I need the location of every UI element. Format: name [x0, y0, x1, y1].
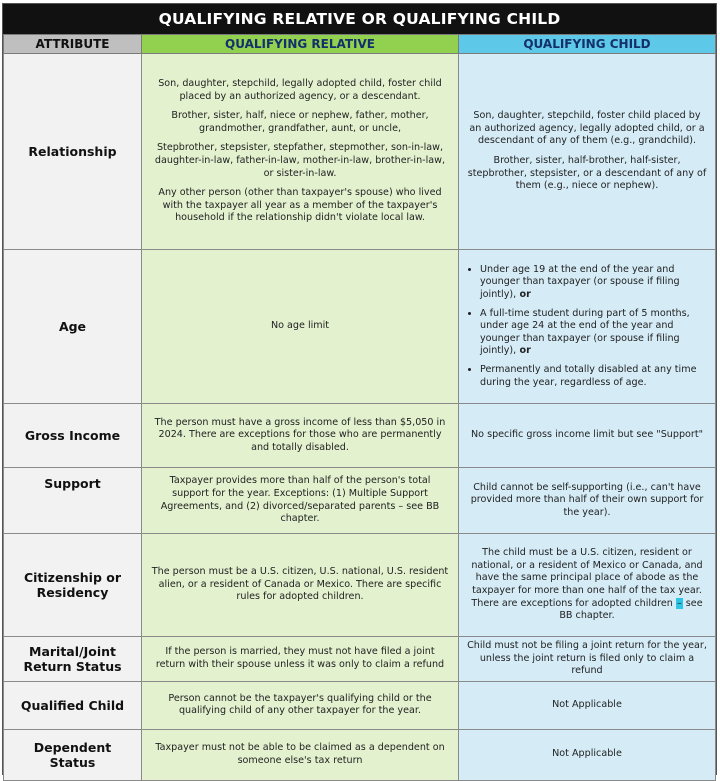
relative-relationship-p4: Any other person (other than taxpayer's spouse) who lived with the taxpayer all year as a member of the taxpayer's household if the relationship didn't violate local law. — [158, 187, 442, 224]
header-qualifying-child: QUALIFYING CHILD — [459, 35, 716, 54]
header-qualifying-relative: QUALIFYING RELATIVE — [142, 35, 459, 54]
comparison-table-container — [2, 3, 717, 775]
attr-citizenship: Citizenship or Residency — [4, 534, 142, 637]
child-dependent: Not Applicable — [459, 729, 716, 780]
header-row — [4, 35, 716, 54]
relative-citizenship: The person must be a U.S. citizen, U.S. national, U.S. resident alien, or a resident of Canada or Mexico. There are specific rules for adopted children. — [142, 534, 459, 637]
attr-qualified-child: Qualified Child — [4, 681, 142, 729]
row-marital — [4, 637, 716, 682]
attr-gross-income: Gross Income — [4, 404, 142, 468]
child-age — [459, 250, 716, 404]
child-support: Child cannot be self-supporting (i.e., can't have provided more than half of their own support for the year). — [459, 468, 716, 534]
child-relationship-p1: Son, daughter, stepchild, foster child placed by an authorized agency, legally adopted child, or a descendant of any of them (e.g., grandchild). — [469, 110, 705, 147]
relative-dependent: Taxpayer must not be able to be claimed as a dependent on someone else's tax return — [142, 729, 459, 780]
relative-qualified-child: Person cannot be the taxpayer's qualifying child or the qualifying child of any other taxpayer for the year. — [142, 681, 459, 729]
relative-relationship — [142, 54, 459, 250]
attr-marital: Marital/Joint Return Status — [4, 637, 142, 682]
list-item: • Permanently and totally disabled at any time during the year, regardless of age. — [480, 364, 707, 389]
attr-dependent: Dependent Status — [4, 729, 142, 780]
row-age — [4, 250, 716, 404]
relative-support: Taxpayer provides more than half of the person's total support for the year. Exceptions: (1) Multiple Support Agreements, and (2) divorced/separated parents – see BB chapter. — [142, 468, 459, 534]
list-item: • Under age 19 at the end of the year and younger than taxpayer (or spouse if filing jointly), or — [480, 264, 707, 302]
row-dependent — [4, 729, 716, 780]
attr-age: Age — [4, 250, 142, 404]
age-criteria-list — [467, 264, 707, 389]
attr-support: Support — [4, 468, 142, 534]
child-relationship-p2: Brother, sister, half-brother, half-sister, stepbrother, stepsister, or a descendant of any of them (e.g., niece or nephew). — [467, 155, 707, 192]
child-gross-income: No specific gross income limit but see "Support" — [459, 404, 716, 468]
comparison-table — [3, 34, 716, 781]
row-citizenship — [4, 534, 716, 637]
relative-relationship-p2: Brother, sister, half, niece or nephew, father, mother, grandmother, grandfather, aunt, or uncle, — [171, 110, 429, 134]
relative-gross-income: The person must have a gross income of less than $5,050 in 2024. There are exceptions for those who are permanently and totally disabled. — [142, 404, 459, 468]
child-marital: Child must not be filing a joint return for the year, unless the joint return is filed only to claim a refund — [459, 637, 716, 682]
child-relationship — [459, 54, 716, 250]
list-item: • A full-time student during part of 5 months, under age 24 at the end of the year and younger than taxpayer (or spouse if filing jointly), or — [480, 308, 707, 358]
relative-age: No age limit — [142, 250, 459, 404]
relative-relationship-p3: Stepbrother, stepsister, stepfather, stepmother, son-in-law, daughter-in-law, father-in-law, mother-in-law, brother-in-law, or sister-in-law. — [154, 142, 446, 179]
relative-marital: If the person is married, they must not have filed a joint return with their spouse unless it was only to claim a refund — [142, 637, 459, 682]
relative-relationship-p1: Son, daughter, stepchild, legally adopted child, foster child placed by an authorized agency, or a descendant. — [158, 78, 442, 102]
row-support — [4, 468, 716, 534]
attr-relationship: Relationship — [4, 54, 142, 250]
row-gross-income — [4, 404, 716, 468]
header-attribute: ATTRIBUTE — [4, 35, 142, 54]
child-qualified-child: Not Applicable — [459, 681, 716, 729]
row-qualified-child — [4, 681, 716, 729]
table-title: QUALIFYING RELATIVE OR QUALIFYING CHILD — [3, 4, 716, 34]
row-relationship — [4, 54, 716, 250]
highlight-mark: – — [676, 597, 682, 609]
child-citizenship: The child must be a U.S. citizen, resident or national, or a resident of Mexico or Canada, and have the same principal place of abode as the taxpayer for more than one half of the tax year. There are exceptions for adopted children – see BB chapter. — [459, 534, 716, 637]
